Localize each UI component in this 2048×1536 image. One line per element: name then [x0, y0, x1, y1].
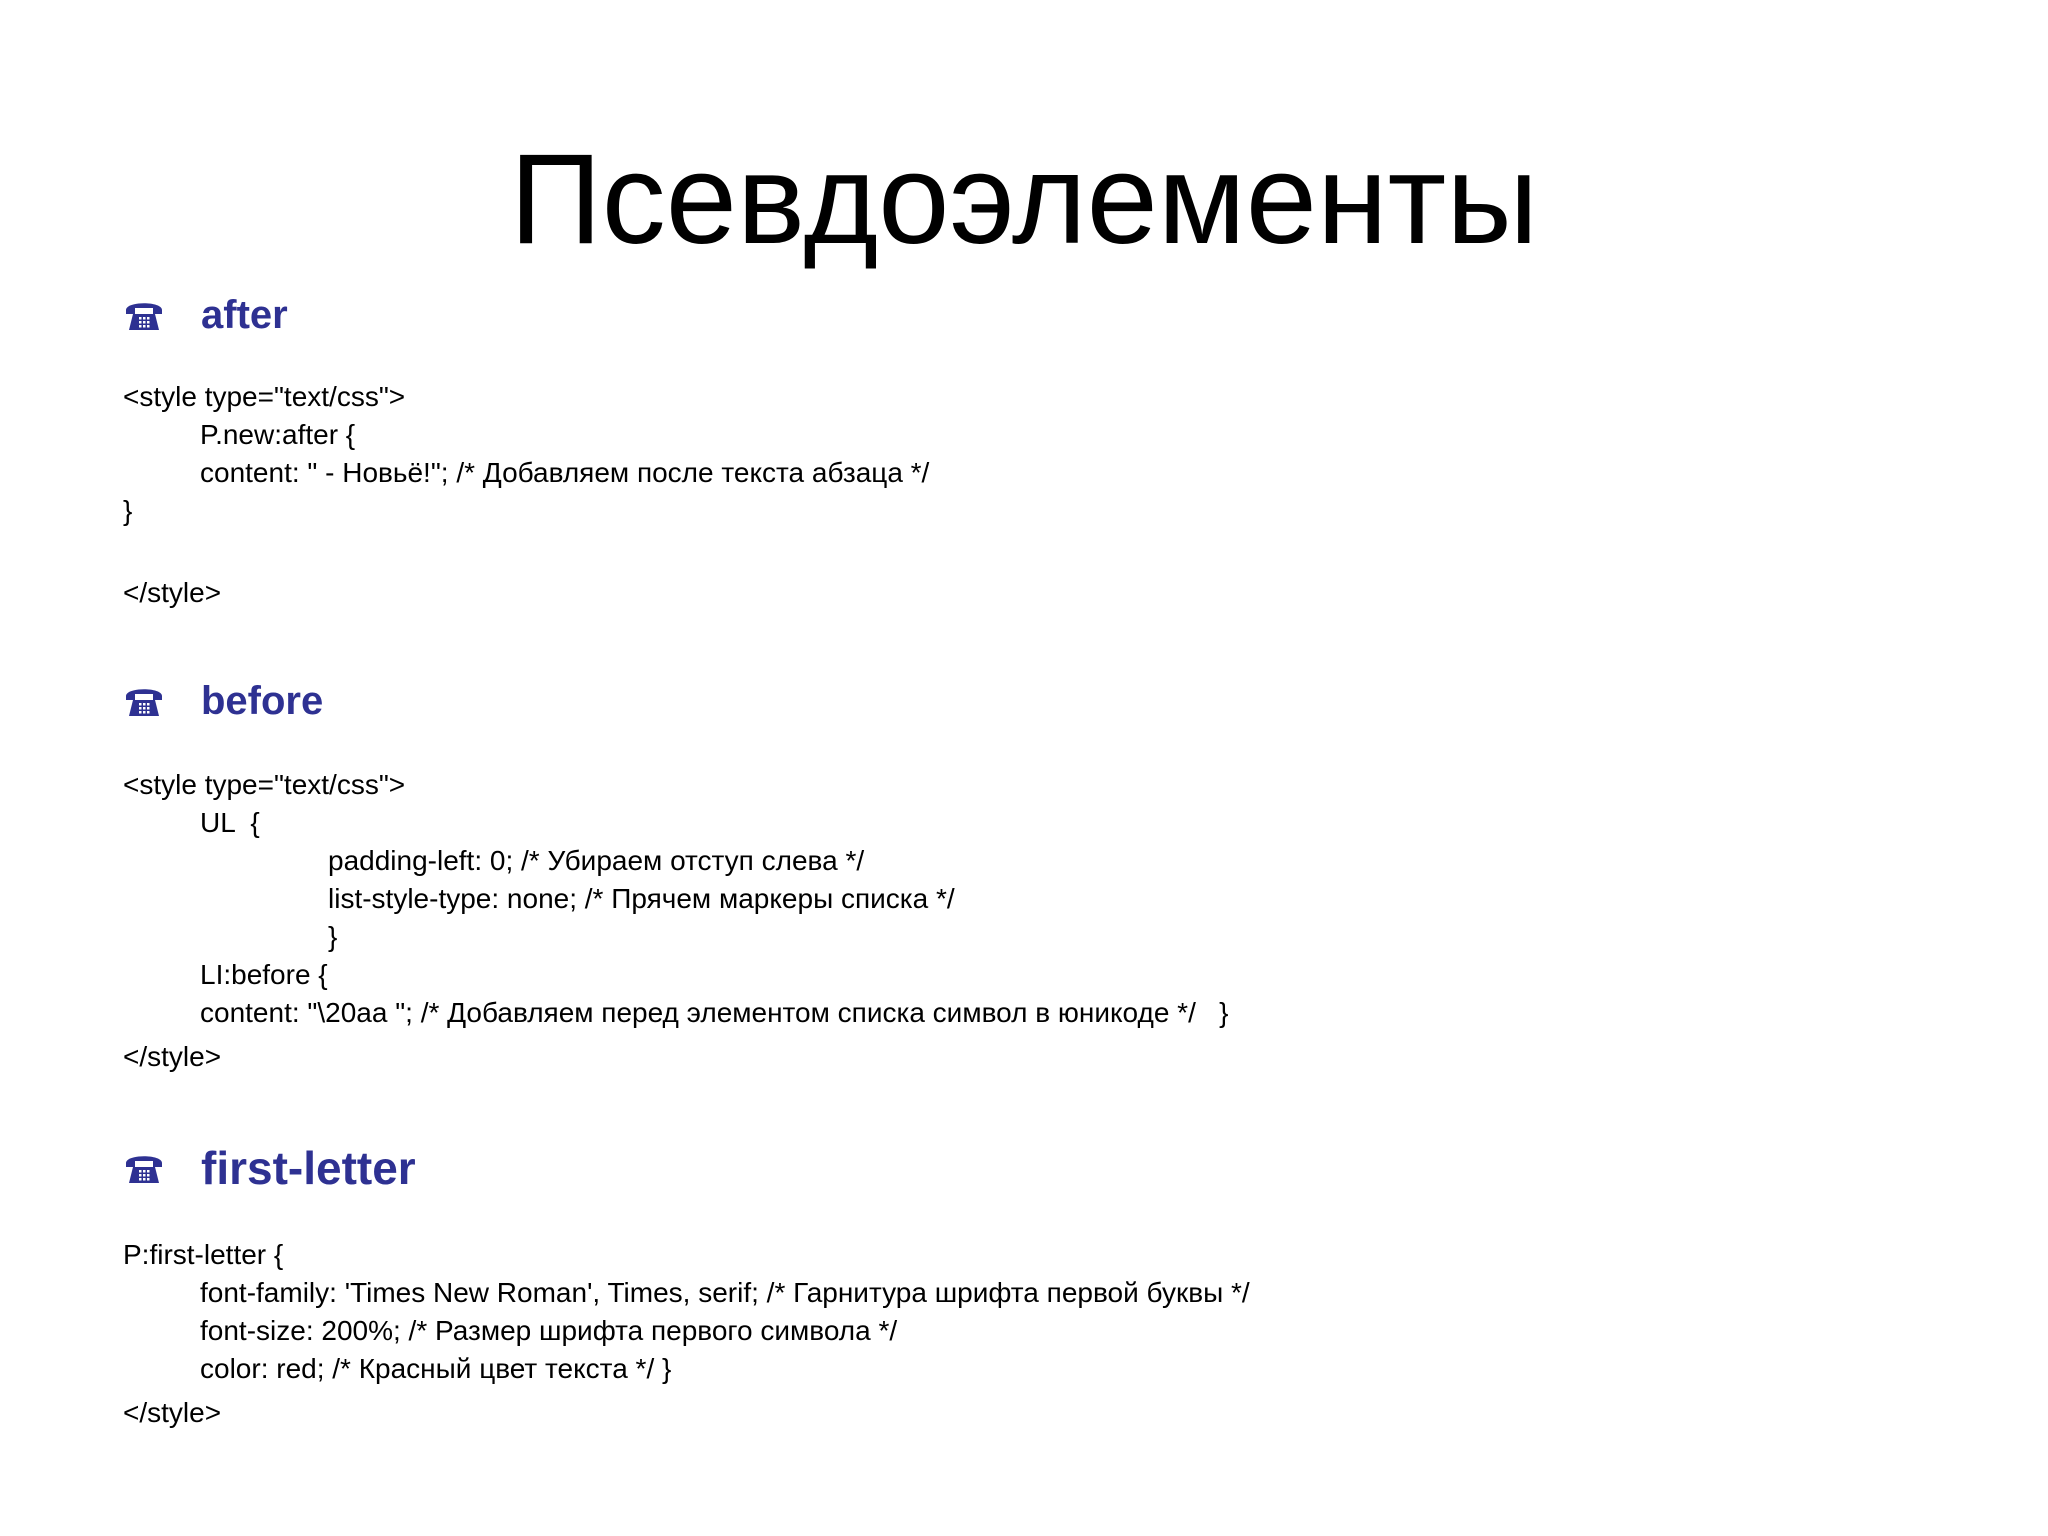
- section-heading-label: before: [201, 679, 324, 723]
- code-block-first-letter: [123, 1236, 1250, 1432]
- code-line: content: " - Новьё!"; /* Добавляем после текста абзаца */: [200, 457, 930, 488]
- section-heading-first-letter: [123, 1140, 416, 1196]
- code-line: <style type="text/css">: [123, 381, 406, 412]
- code-block-before: [123, 766, 1229, 1076]
- code-line: font-size: 200%; /* Размер шрифта первого символа */: [200, 1315, 898, 1346]
- code-line: padding-left: 0; /* Убираем отступ слева */: [328, 845, 865, 876]
- code-line: }: [123, 495, 133, 526]
- code-line: color: red; /* Красный цвет текста */ }: [200, 1353, 672, 1384]
- code-line: }: [328, 921, 338, 952]
- code-line: UL {: [200, 807, 260, 838]
- section-heading-after: [123, 290, 288, 340]
- code-line: content: "\20aa "; /* Добавляем перед элементом списка символ в юникоде */ }: [200, 997, 1229, 1028]
- telephone-icon: [123, 297, 165, 333]
- slide-title: Псевдоэлементы: [509, 128, 1539, 271]
- code-line: LI:before {: [200, 959, 328, 990]
- code-line: list-style-type: none; /* Прячем маркеры списка */: [328, 883, 955, 914]
- code-line: P.new:after {: [200, 419, 356, 450]
- telephone-icon: [123, 1150, 165, 1186]
- code-line: <style type="text/css">: [123, 769, 406, 800]
- code-block-after: [123, 378, 929, 612]
- section-heading-label: first-letter: [201, 1142, 416, 1194]
- code-line: </style>: [123, 577, 222, 608]
- section-heading-before: [123, 676, 323, 726]
- code-line: P:first-letter {: [123, 1239, 284, 1270]
- code-line: font-family: 'Times New Roman', Times, serif; /* Гарнитура шрифта первой буквы */: [200, 1277, 1250, 1308]
- section-heading-label: after: [201, 293, 288, 337]
- code-line: </style>: [123, 1397, 222, 1428]
- telephone-icon: [123, 683, 165, 719]
- code-line: </style>: [123, 1041, 222, 1072]
